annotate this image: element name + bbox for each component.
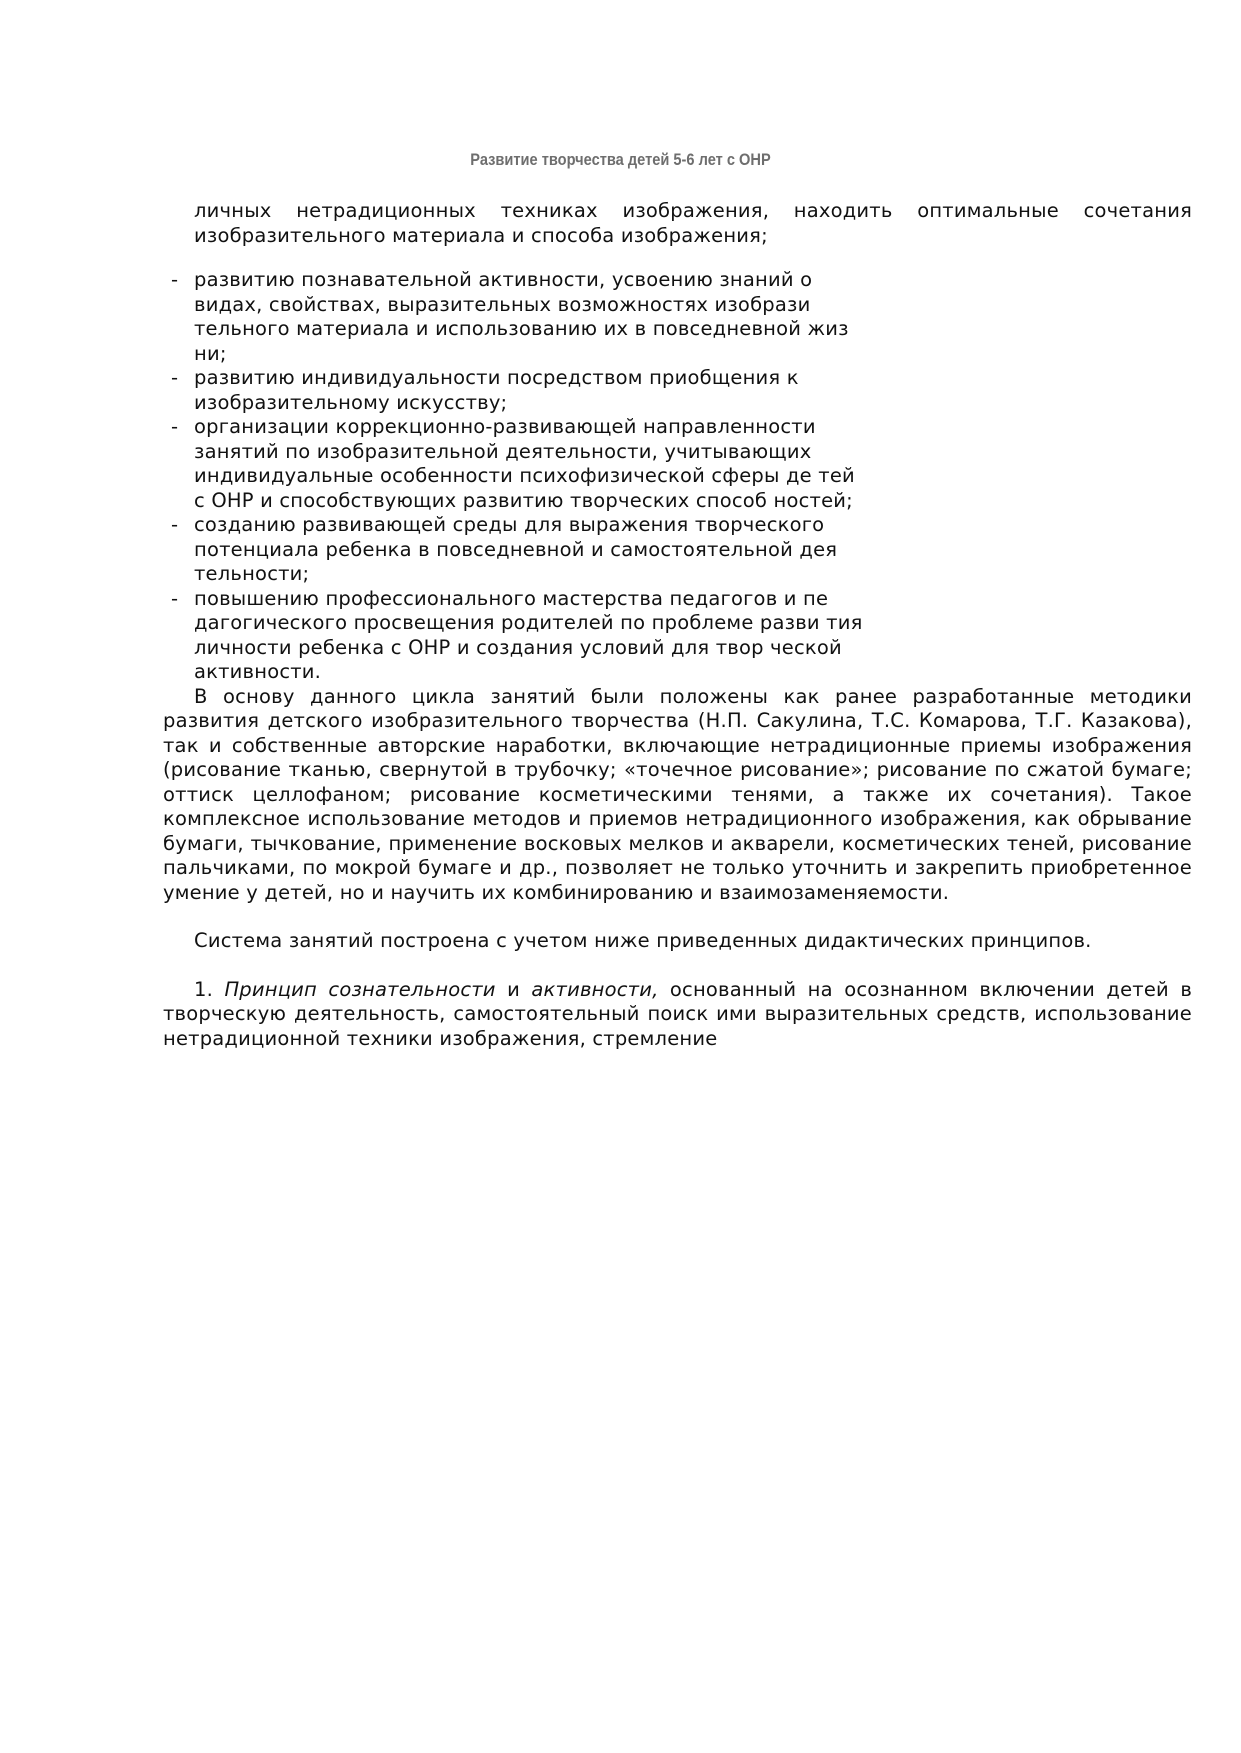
list-item-text: созданию развивающей среды для выражения творческого потенциала ребенка в повседневной и самостоятельной дея тельности; [194,513,838,585]
principle-conj: и [495,977,532,1001]
list-item [163,366,863,415]
paragraph-basis: В основу данного цикла занятий были положены как ранее разработанные методики развития детского изобразительного творчества (Н.П. Сакулина, Т.С. Комарова, Т.Г. Казакова), так и собственные авторские наработки, включающие нетрадиционные приемы изображения (рисование тканью, свернутой в трубочку; «точечное рисование»; рисование по сжатой бумаге; оттиск целлофаном; рисование косметическими тенями, а также их сочетания). Такое комплексное использование методов и приемов нетрадиционного изображения, как обрывание бумаги, тычкование, применение восковых мелков и акварели, косметических теней, рисование пальчиками, по мокрой бумаге и др., позволяет не только уточнить и закрепить приобретенное умение у детей, но и научить их комбинированию и взаимозаменяемости. [163,684,1192,904]
principle-text: основанный на осознанном включении детей в творческую деятельность, самостоятельный поиск ими выразительных средств, использование нетрадиционной техники изображения, стремление [163,977,1193,1050]
list-item [163,513,863,587]
principle-1 [163,978,1192,1052]
intro-continuation: личных нетрадиционных техниках изображения, находить оптимальные сочетания изобразительного материала и способа изображения; [194,199,1192,247]
list-item-text: организации коррекционно-развивающей направленности занятий по изобразительной деятельности, учитывающих индивидуальные особенности психофизической сферы де тей с ОНР и способствующих развитию творческих способ ностей; [194,415,855,512]
paragraph-system: Система занятий построена с учетом ниже приведенных дидактических принципов. [194,929,1092,952]
page-header: Развитие творчества детей 5-6 лет с ОНР [470,150,771,169]
list-dash: - [171,586,179,610]
list-item [163,587,863,685]
list-dash: - [171,268,179,291]
list-dash: - [171,366,179,389]
list-item [163,415,863,513]
principle-number: 1. [194,977,225,1001]
principle-title-b: активности, [531,977,659,1001]
list-item-text: развитию познавательной активности, усвоению знаний о видах, свойствах, выразительных возможностях изобрази тельного материала и использованию их в повседневной жиз ни; [194,268,849,365]
list-dash: - [171,513,179,536]
list-item-text: повышению профессионального мастерства педагогов и пе дагогического просвещения родителей по проблеме разви тия личности ребенка с ОНР и создания условий для твор ческой активности. [194,586,863,683]
list-item-text: развитию индивидуальности посредством приобщения к изобразительному искусству; [194,366,799,414]
principle-title-a: Принцип сознательности [224,977,496,1001]
document-body [163,199,1192,1051]
goals-list [163,268,863,685]
list-item [163,268,863,366]
list-dash: - [171,415,179,438]
